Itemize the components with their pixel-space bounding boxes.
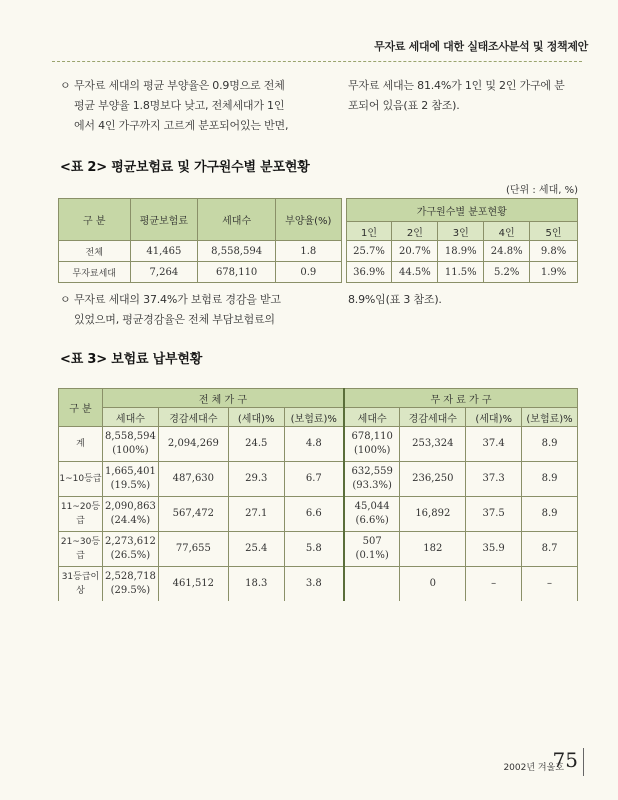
t2-cell-households: 8,558,594	[198, 241, 276, 262]
t3-cell-household-pct: 18.3	[228, 567, 284, 602]
intro-right-column	[348, 76, 588, 116]
intro-line-1: 무자료 세대의 평균 부양율은 0.9명으로 전체	[74, 79, 285, 92]
t3-cell-line: 1,665,401	[104, 466, 156, 477]
t2-cell-dist: 9.8%	[530, 241, 578, 262]
t2-header-households: 세대수	[198, 199, 276, 241]
t2-cell-dist: 44.5%	[392, 262, 438, 283]
t2-cell-dep: 0.9	[276, 262, 342, 283]
table3	[58, 388, 578, 601]
t2-header-member-2: 2인	[392, 222, 438, 241]
running-header: 무자료 세대에 대한 실태조사분석 및 정책제안	[374, 40, 588, 53]
t2-header-dist-group: 가구원수별 분포현황	[346, 199, 577, 222]
t3-row-label: 21~30등급	[59, 532, 103, 567]
t2-header-member-3: 3인	[438, 222, 484, 241]
t3-cell-line: (24.4%)	[110, 515, 151, 526]
t3-cell-premium-pct: 8.9	[522, 497, 578, 532]
mid-left-column	[60, 290, 320, 330]
t3-cell-households	[344, 427, 400, 462]
t3-cell-reduced: 567,472	[158, 497, 228, 532]
t3-cell-line: 8,558,594	[104, 431, 156, 442]
mid-line-2: 있었으며, 평균경감율은 전체 부담보험료의	[74, 313, 275, 326]
t2-cell-dist: 36.9%	[346, 262, 392, 283]
t3-cell-line: (29.5%)	[110, 585, 151, 596]
t3-cell-line: 2,528,718	[104, 571, 156, 582]
t3-cell-household-pct: 37.3	[466, 462, 522, 497]
t3-cell-households	[102, 532, 158, 567]
t3-cell-households	[344, 462, 400, 497]
t2-cell-dist: 11.5%	[438, 262, 484, 283]
t3-header-premium-pct: (보험료)%	[284, 408, 344, 427]
t3-cell-line: (6.6%)	[355, 515, 389, 526]
footer-divider	[583, 748, 584, 776]
t3-header-none-group: 무 자 료 가 구	[344, 389, 578, 408]
t3-cell-households	[102, 497, 158, 532]
table2	[58, 198, 578, 283]
t2-cell-dist: 24.8%	[484, 241, 530, 262]
t3-row-label: 11~20등급	[59, 497, 103, 532]
t3-cell-line: (0.1%)	[355, 550, 389, 561]
t3-cell-reduced: 487,630	[158, 462, 228, 497]
mid-right-column	[348, 290, 588, 310]
t3-cell-reduced: 182	[400, 532, 466, 567]
t3-row-label: 계	[59, 427, 103, 462]
t3-header-premium-pct: (보험료)%	[522, 408, 578, 427]
bullet-icon: ㅇ	[60, 79, 71, 92]
t2-header-member-1: 1인	[346, 222, 392, 241]
t3-cell-line: 2,090,863	[104, 501, 156, 512]
t3-cell-household-pct: –	[466, 567, 522, 602]
t3-cell-household-pct: 37.5	[466, 497, 522, 532]
t3-header-household-pct: (세대)%	[228, 408, 284, 427]
table-row	[59, 462, 578, 497]
mid-line-1: 무자료 세대의 37.4%가 보험료 경감을 받고	[74, 293, 281, 306]
t3-cell-line: 507	[362, 536, 382, 547]
t3-cell-line: (26.5%)	[110, 550, 151, 561]
t2-cell-dist: 20.7%	[392, 241, 438, 262]
table-row	[59, 532, 578, 567]
t3-cell-reduced: 16,892	[400, 497, 466, 532]
table2-title: <표 2> 평균보험료 및 가구원수별 분포현황	[60, 160, 310, 175]
t2-cell-avg: 41,465	[130, 241, 198, 262]
t3-header-category: 구 분	[59, 389, 103, 427]
intro-line-2: 평균 부양율 1.8명보다 낮고, 전체세대가 1인	[74, 99, 285, 112]
t2-row-label: 무자료세대	[59, 262, 131, 283]
t3-cell-line: (19.5%)	[110, 480, 151, 491]
t3-cell-line: 45,044	[354, 501, 390, 512]
t3-header-households: 세대수	[344, 408, 400, 427]
t3-cell-premium-pct: 3.8	[284, 567, 344, 602]
t2-cell-dist: 5.2%	[484, 262, 530, 283]
t3-cell-household-pct: 37.4	[466, 427, 522, 462]
t3-cell-reduced: 77,655	[158, 532, 228, 567]
t3-header-reduced: 경감세대수	[158, 408, 228, 427]
t3-cell-households	[344, 497, 400, 532]
t3-cell-line: (100%)	[112, 445, 149, 456]
t3-cell-household-pct: 25.4	[228, 532, 284, 567]
t2-cell-dep: 1.8	[276, 241, 342, 262]
intro-line-3: 에서 4인 가구까지 고르게 분포되어있는 반면,	[74, 119, 289, 132]
intro-right-line-1: 무자료 세대는 81.4%가 1인 및 2인 가구에 분	[348, 79, 565, 92]
t3-cell-line: 2,273,612	[104, 536, 156, 547]
t2-header-category: 구 분	[59, 199, 131, 241]
t3-cell-reduced: 2,094,269	[158, 427, 228, 462]
t3-cell-line: 632,559	[351, 466, 393, 477]
t3-cell-households	[102, 462, 158, 497]
table-row	[59, 427, 578, 462]
t3-cell-households	[102, 567, 158, 602]
intro-right-line-2: 포되어 있음(표 2 참조).	[348, 99, 460, 112]
t2-header-member-5: 5인	[530, 222, 578, 241]
t3-cell-household-pct: 35.9	[466, 532, 522, 567]
t2-header-member-4: 4인	[484, 222, 530, 241]
t3-cell-line: (100%)	[353, 445, 391, 456]
t3-cell-reduced: 236,250	[400, 462, 466, 497]
table2-unit: (단위 : 세대, %)	[505, 185, 578, 196]
t3-cell-households	[102, 427, 158, 462]
table-row	[59, 262, 578, 283]
t3-cell-household-pct: 29.3	[228, 462, 284, 497]
table-row	[59, 497, 578, 532]
t3-cell-line: 678,110	[351, 431, 393, 442]
t2-cell-dist: 25.7%	[346, 241, 392, 262]
t3-row-label: 31등급이상	[59, 567, 103, 602]
t2-cell-dist: 1.9%	[530, 262, 578, 283]
t3-header-household-pct: (세대)%	[466, 408, 522, 427]
t3-cell-line: (93.3%)	[352, 480, 392, 491]
t3-cell-household-pct: 24.5	[228, 427, 284, 462]
t3-cell-premium-pct: 5.8	[284, 532, 344, 567]
issue-label: 2002년 겨울호	[503, 763, 564, 773]
header-divider	[52, 61, 582, 62]
mid-right-line-1: 8.9%임(표 3 참조).	[348, 293, 442, 306]
t2-cell-households: 678,110	[198, 262, 276, 283]
table3-title: <표 3> 보험료 납부현황	[60, 352, 203, 367]
t3-cell-households	[344, 532, 400, 567]
t3-header-households: 세대수	[102, 408, 158, 427]
t2-header-avg-premium: 평균보험료	[130, 199, 198, 241]
t3-header-reduced: 경감세대수	[400, 408, 466, 427]
t2-row-label: 전체	[59, 241, 131, 262]
intro-left-column	[60, 76, 320, 136]
t3-cell-premium-pct: 4.8	[284, 427, 344, 462]
t3-cell-reduced: 0	[400, 567, 466, 602]
t3-cell-premium-pct: 6.6	[284, 497, 344, 532]
page-number: 75	[552, 748, 578, 772]
table-row	[59, 241, 578, 262]
t3-cell-premium-pct: –	[522, 567, 578, 602]
t2-cell-dist: 18.9%	[438, 241, 484, 262]
t3-cell-households	[344, 567, 400, 602]
t3-cell-premium-pct: 8.9	[522, 427, 578, 462]
table-row	[59, 567, 578, 602]
t2-header-dependency: 부양율(%)	[276, 199, 342, 241]
t3-row-label: 1~10등급	[59, 462, 103, 497]
t3-cell-premium-pct: 8.7	[522, 532, 578, 567]
t3-header-all-group: 전 체 가 구	[102, 389, 344, 408]
t2-cell-avg: 7,264	[130, 262, 198, 283]
t3-cell-household-pct: 27.1	[228, 497, 284, 532]
t3-cell-premium-pct: 8.9	[522, 462, 578, 497]
bullet-icon: ㅇ	[60, 293, 71, 306]
t3-cell-reduced: 461,512	[158, 567, 228, 602]
t3-cell-reduced: 253,324	[400, 427, 466, 462]
t3-cell-premium-pct: 6.7	[284, 462, 344, 497]
